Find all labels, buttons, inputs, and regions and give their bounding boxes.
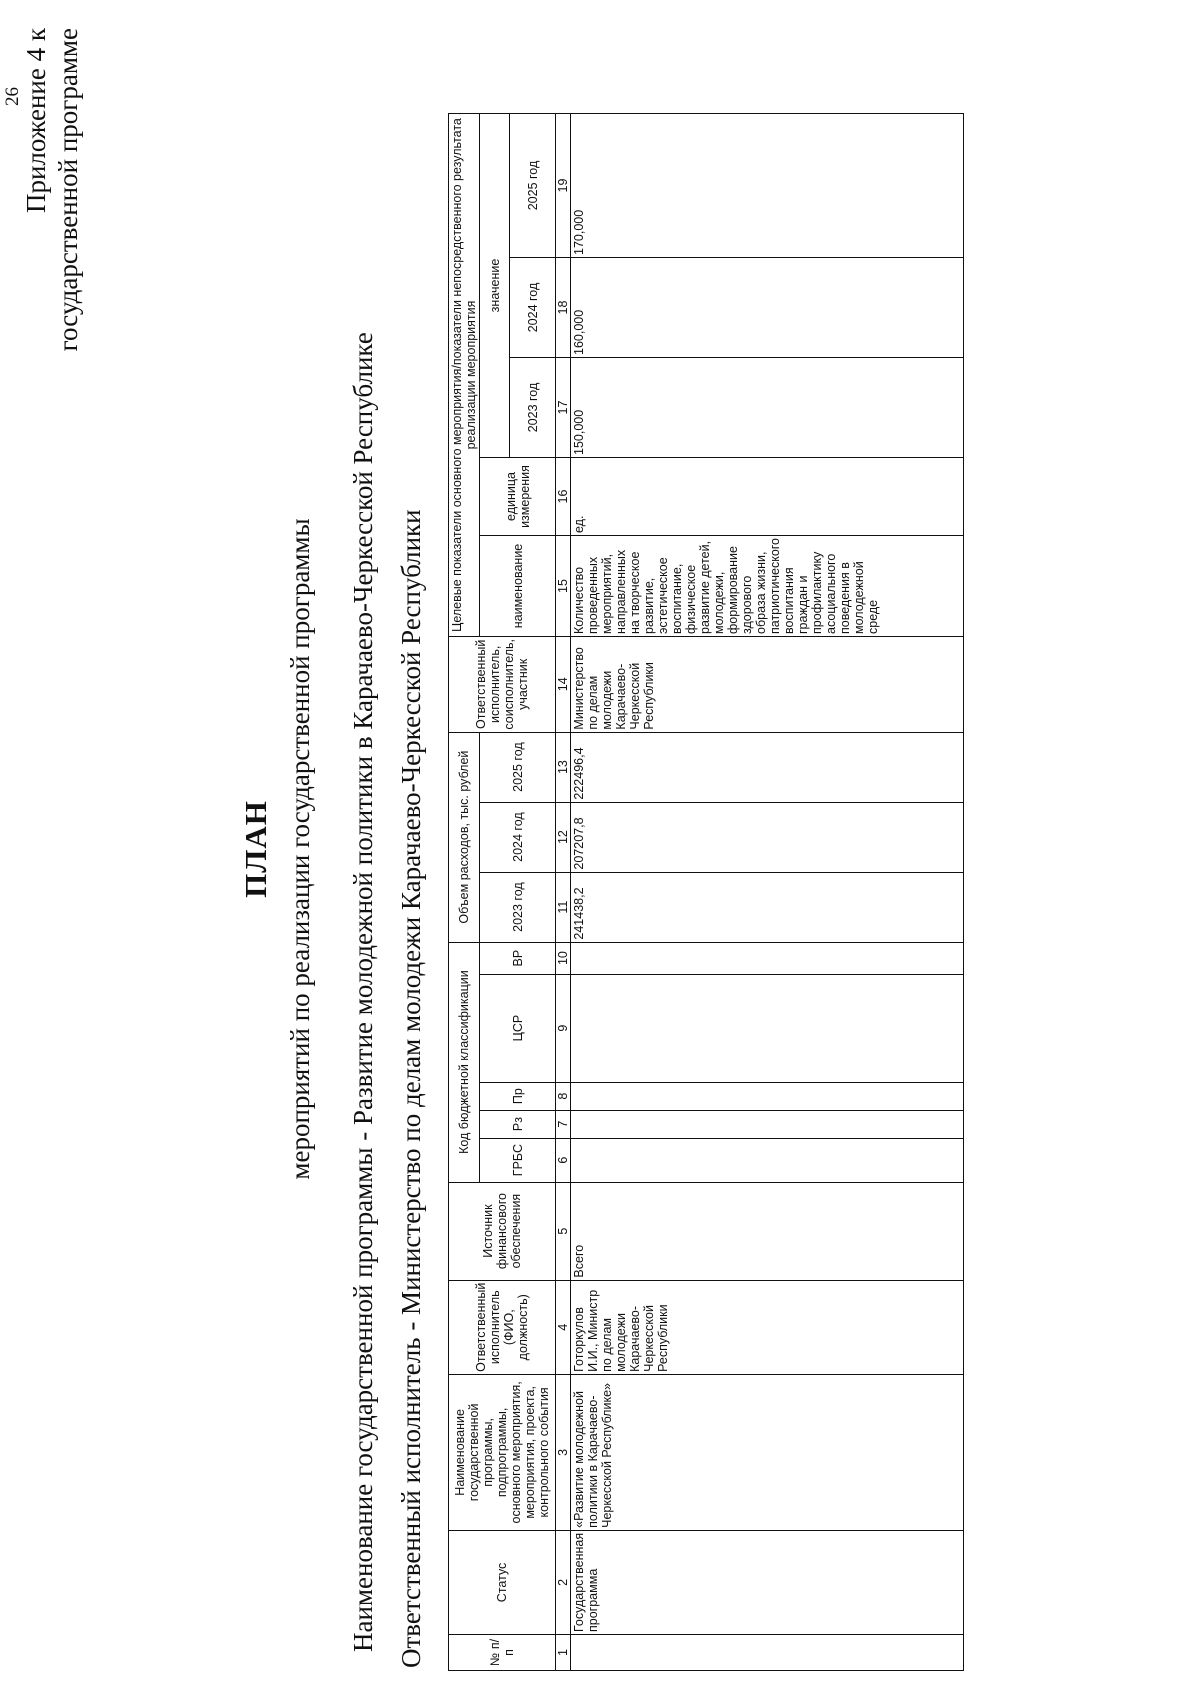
header-executor: Ответственный исполнитель, соисполнитель, участник <box>449 637 556 733</box>
plan-table <box>448 113 964 1671</box>
header-indicator-name: наименование <box>480 536 556 637</box>
header-unit: единица измерения <box>480 458 556 536</box>
row-responsible: Готоркулов И.И., Министр по делам молодежи Карачаево-Черкесской Республики <box>571 1280 964 1374</box>
header-budget-code: Код бюджетной классификации <box>449 942 480 1182</box>
header-exp-2025: 2025 год <box>480 732 556 802</box>
row-indicator-name: Количество проведенных мероприятий, направленных на творческое развитие, эстетическое воспитание, физическое развитие детей, молодежи, формирование здорового образа жизни, патриотического воспитания граждан и профилактику асоциального поведения в молодежной среде <box>571 536 964 637</box>
header-responsible: Ответственный исполнитель (ФИО, должность) <box>449 1280 556 1374</box>
row-value-2025: 170,000 <box>571 114 964 258</box>
header-csr: ЦСР <box>480 974 556 1082</box>
row-expenses-2024: 207207,8 <box>571 802 964 872</box>
row-source: Всего <box>571 1182 964 1280</box>
column-number: 2 <box>556 1530 571 1634</box>
row-value-2024: 160,000 <box>571 258 964 358</box>
header-exp-2023: 2023 год <box>480 872 556 942</box>
row-pr <box>571 1082 964 1110</box>
row-expenses-2023: 241438,2 <box>571 872 964 942</box>
column-number: 10 <box>556 942 571 974</box>
column-number: 1 <box>556 1635 571 1671</box>
column-number: 8 <box>556 1082 571 1110</box>
column-number: 7 <box>556 1110 571 1138</box>
appendix-line-1: Приложение 4 к <box>21 28 51 214</box>
row-executor: Министерство по делам молодежи Карачаево-Черкесской Республики <box>571 637 964 733</box>
row-rz <box>571 1110 964 1138</box>
row-unit: ед. <box>571 458 964 536</box>
appendix-line-2: государственной программе <box>53 28 83 352</box>
column-number: 3 <box>556 1374 571 1530</box>
header-pr: Пр <box>480 1082 556 1110</box>
column-number: 17 <box>556 358 571 458</box>
executor-line: Ответственный исполнитель - Министерство по делам молодежи Карачаево-Черкесской Республики <box>396 509 426 1668</box>
column-number: 6 <box>556 1138 571 1182</box>
header-name: Наименование государственной программы, подпрограммы, основного мероприятия, мероприятия, проекта, контрольного события <box>449 1374 556 1530</box>
row-value-2023: 150,000 <box>571 358 964 458</box>
column-number: 13 <box>556 732 571 802</box>
page-number: 26 <box>2 87 23 106</box>
header-source: Источник финансового обеспечения <box>449 1182 556 1280</box>
column-number: 18 <box>556 258 571 358</box>
header-value: значение <box>480 114 510 458</box>
plan-subtitle: мероприятий по реализации государственной программы <box>285 518 315 1180</box>
column-number: 14 <box>556 637 571 733</box>
row-name: «Развитие молодежной политики в Карачаево-Черкесской Республике» <box>571 1374 964 1530</box>
header-rz: Рз <box>480 1110 556 1138</box>
row-status: Государственная программа <box>571 1530 964 1634</box>
row-expenses-2025: 222496,4 <box>571 732 964 802</box>
header-exp-2024: 2024 год <box>480 802 556 872</box>
column-number: 4 <box>556 1280 571 1374</box>
column-number: 15 <box>556 536 571 637</box>
header-value-2025: 2025 год <box>510 114 556 258</box>
header-value-2024: 2024 год <box>510 258 556 358</box>
header-vr: ВР <box>480 942 556 974</box>
column-number: 19 <box>556 114 571 258</box>
column-number: 12 <box>556 802 571 872</box>
plan-title: ПЛАН <box>238 800 273 898</box>
column-number: 5 <box>556 1182 571 1280</box>
row-num <box>571 1635 964 1671</box>
column-number: 16 <box>556 458 571 536</box>
column-number: 11 <box>556 872 571 942</box>
header-status: Статус <box>449 1530 556 1634</box>
header-expenses: Объем расходов, тыс. рублей <box>449 732 480 942</box>
column-number: 9 <box>556 974 571 1082</box>
header-grbs: ГРБС <box>480 1138 556 1182</box>
header-targets: Целевые показатели основного мероприятия/показатели непосредственного результата реализации мероприятия <box>449 114 480 637</box>
row-vr <box>571 942 964 974</box>
table-row <box>571 114 964 1671</box>
row-grbs <box>571 1138 964 1182</box>
header-num: № п/п <box>449 1635 556 1671</box>
row-csr <box>571 974 964 1082</box>
program-name-line: Наименование государственной программы - Развитие молодежной политики в Карачаево-Черкесской Республике <box>348 332 378 1652</box>
header-value-2023: 2023 год <box>510 358 556 458</box>
appendix-note <box>20 28 84 351</box>
